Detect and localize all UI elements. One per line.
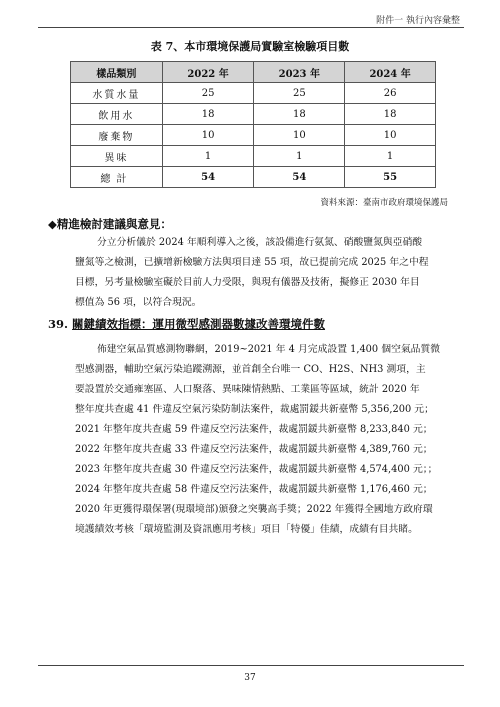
table-row xyxy=(71,146,436,167)
paragraph-line: 目標，另考量檢驗室礙於目前人力受限，與現有儀器及技術，擬修正 2030 年目 xyxy=(75,277,420,288)
paragraph-line: 境護績效考核「環境監測及資訊應用考核」項目「特優」佳績，成績有目共睹。 xyxy=(75,524,418,535)
row-category: 廢棄物 xyxy=(71,125,163,146)
section-39-paragraph xyxy=(75,340,445,540)
running-header: 附件一 執行內容彙整 xyxy=(376,16,460,26)
cell-value: 26 xyxy=(345,83,436,104)
page-number: 37 xyxy=(244,673,256,683)
table-row xyxy=(71,104,436,125)
cell-value: 10 xyxy=(254,125,345,146)
table-title: 表 7、本市環境保護局實驗室檢驗項目數 xyxy=(150,40,350,53)
section-number: 39. xyxy=(48,317,69,331)
cell-value: 1 xyxy=(162,146,254,167)
column-header: 2023 年 xyxy=(254,62,345,83)
paragraph-line: 佈建空氣品質感測物聯網，2019~2021 年 4 月完成設置 1,400 個空氣品質微 xyxy=(97,344,441,355)
cell-value: 10 xyxy=(162,125,254,146)
row-category: 異味 xyxy=(71,146,163,167)
advice-heading: ◆精進檢討建議與意見： xyxy=(48,217,172,231)
row-category: 飲用水 xyxy=(71,104,163,125)
section-title: 關鍵績效指標：運用微型感測器數據改善環境件數 xyxy=(72,317,326,331)
column-header: 2022 年 xyxy=(162,62,254,83)
footer-divider xyxy=(38,665,464,666)
section-39-heading xyxy=(48,316,325,332)
cell-value: 54 xyxy=(254,167,345,188)
paragraph-line: 型感測器，輔助空氣污染追蹤溯源，並首創全台唯一 CO、H2S、NH3 測項，主 xyxy=(75,364,426,375)
table-header-row xyxy=(71,62,436,83)
row-category: 水質水量 xyxy=(71,83,163,104)
table-row xyxy=(71,125,436,146)
advice-paragraph xyxy=(75,233,445,313)
paragraph-line: 要設置於交通雍塞區、人口聚落、異味陳情熱點、工業區等區域，統計 2020 年 xyxy=(75,384,420,395)
column-header: 樣品類別 xyxy=(71,62,163,83)
column-header: 2024 年 xyxy=(345,62,436,83)
paragraph-line: 2020 年更獲得環保署(現環境部)頒發之突襲高手獎；2022 年獲得全國地方政府環 xyxy=(75,504,433,515)
cell-value: 18 xyxy=(254,104,345,125)
row-category: 總計 xyxy=(71,167,163,188)
paragraph-line: 標值為 56 項，以符合現況。 xyxy=(75,297,202,308)
paragraph-line: 2021 年整年度共查處 59 件違反空污法案件，裁處罰鍰共新臺幣 8,233,840 元； xyxy=(75,424,433,435)
cell-value: 25 xyxy=(254,83,345,104)
paragraph-line: 2022 年整年度共查處 33 件違反空污法案件，裁處罰鍰共新臺幣 4,389,760 元； xyxy=(75,444,433,455)
paragraph-line: 鹽氮等之檢測，已擴增新檢驗方法與項目達 55 項，故已提前完成 2025 年之中程 xyxy=(75,257,429,268)
table-total-row xyxy=(71,167,436,188)
cell-value: 55 xyxy=(345,167,436,188)
header-divider xyxy=(38,27,464,28)
paragraph-line: 2023 年整年度共查處 30 件違反空污法案件，裁處罰鍰共新臺幣 4,574,400 元；； xyxy=(75,464,438,475)
cell-value: 1 xyxy=(345,146,436,167)
cell-value: 18 xyxy=(345,104,436,125)
cell-value: 25 xyxy=(162,83,254,104)
inspection-items-table xyxy=(70,61,436,188)
cell-value: 10 xyxy=(345,125,436,146)
cell-value: 18 xyxy=(162,104,254,125)
paragraph-line: 2024 年整年度共查處 58 件違反空污法案件，裁處罰鍰共新臺幣 1,176,460 元； xyxy=(75,484,433,495)
paragraph-line: 分立分析儀於 2024 年順利導入之後，該設備進行氨氮、硝酸鹽氮與亞硝酸 xyxy=(97,237,423,248)
paragraph-line: 整年度共查處 41 件違反空氣污染防制法案件，裁處罰鍰共新臺幣 5,356,200 元； xyxy=(75,404,434,415)
table-row xyxy=(71,83,436,104)
cell-value: 54 xyxy=(162,167,254,188)
table-source-note: 資料來源：臺南市政府環境保護局 xyxy=(320,198,448,208)
cell-value: 1 xyxy=(254,146,345,167)
